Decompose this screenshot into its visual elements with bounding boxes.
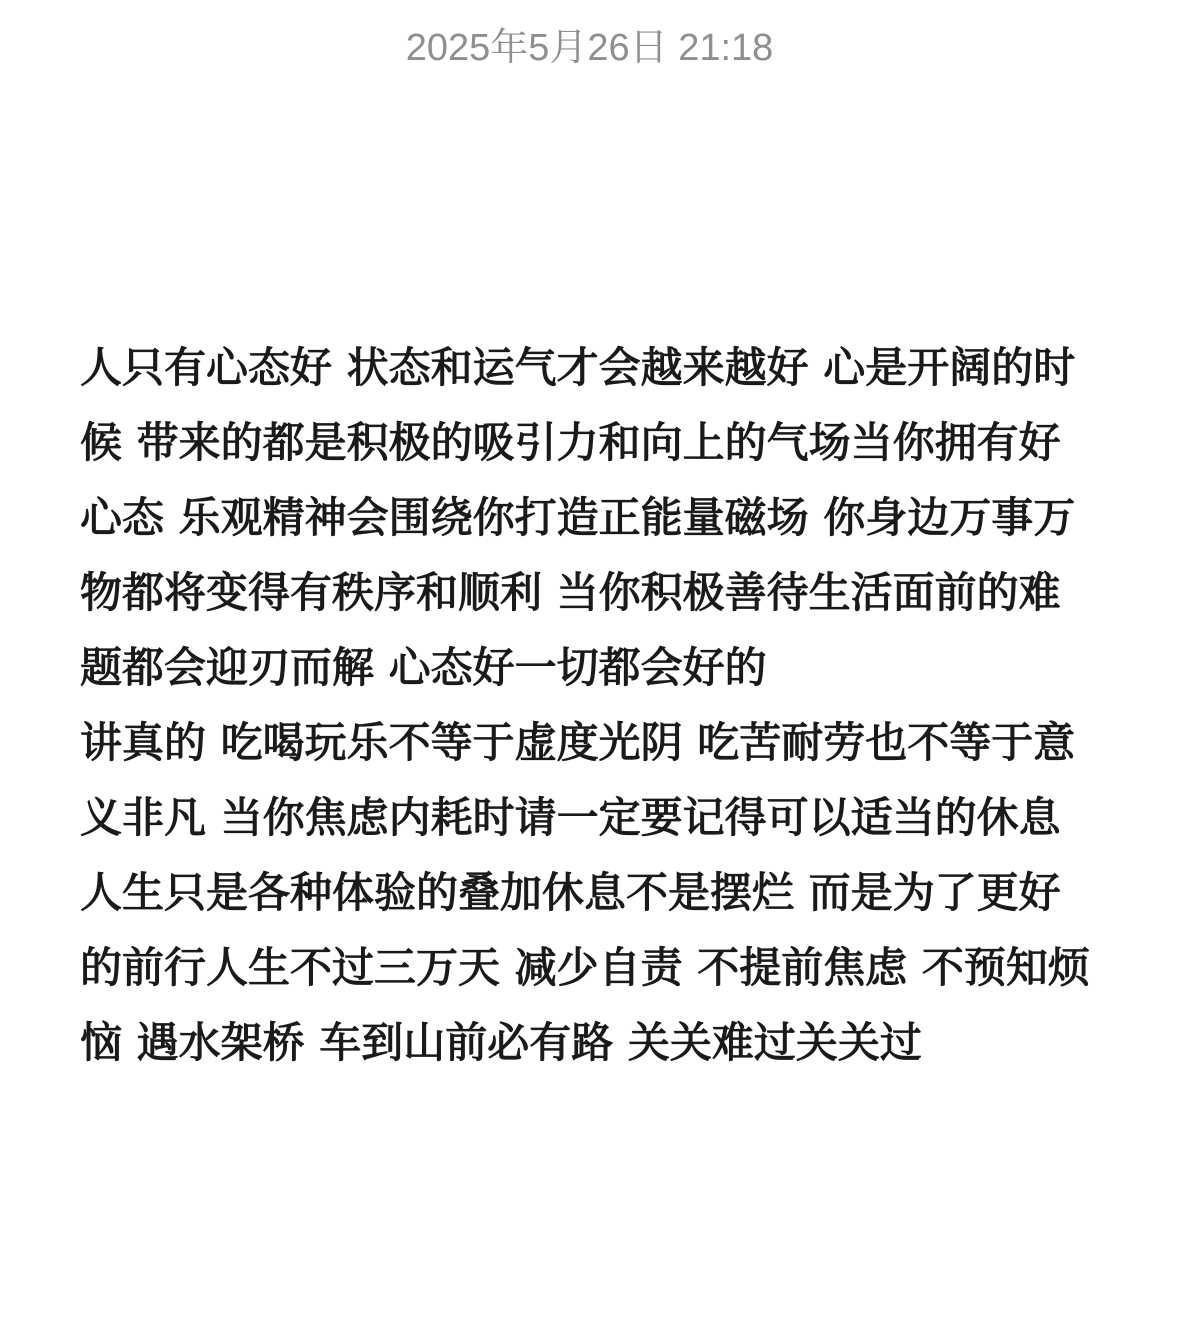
- note-paragraph-1: 人只有心态好 状态和运气才会越来越好 心是开阔的时候 带来的都是积极的吸引力和向上的气场当你拥有好心态 乐观精神会围绕你打造正能量磁场 你身边万事万物都将变得有秩序和顺利 当你积极善待生活面前的难题都会迎刃而解 心态好一切都会好的: [80, 343, 1076, 692]
- note-body[interactable]: [80, 330, 1100, 1080]
- note-timestamp: 2025年5月26日 21:18: [405, 27, 774, 69]
- note-paragraph-2: 讲真的 吃喝玩乐不等于虚度光阴 吃苦耐劳也不等于意义非凡 当你焦虑内耗时请一定要记得可以适当的休息 人生只是各种体验的叠加休息不是摆烂 而是为了更好的前行人生不过三万天 减少自责 不提前焦虑 不预知烦恼 遇水架桥 车到山前必有路 关关难过关关过: [80, 718, 1090, 1067]
